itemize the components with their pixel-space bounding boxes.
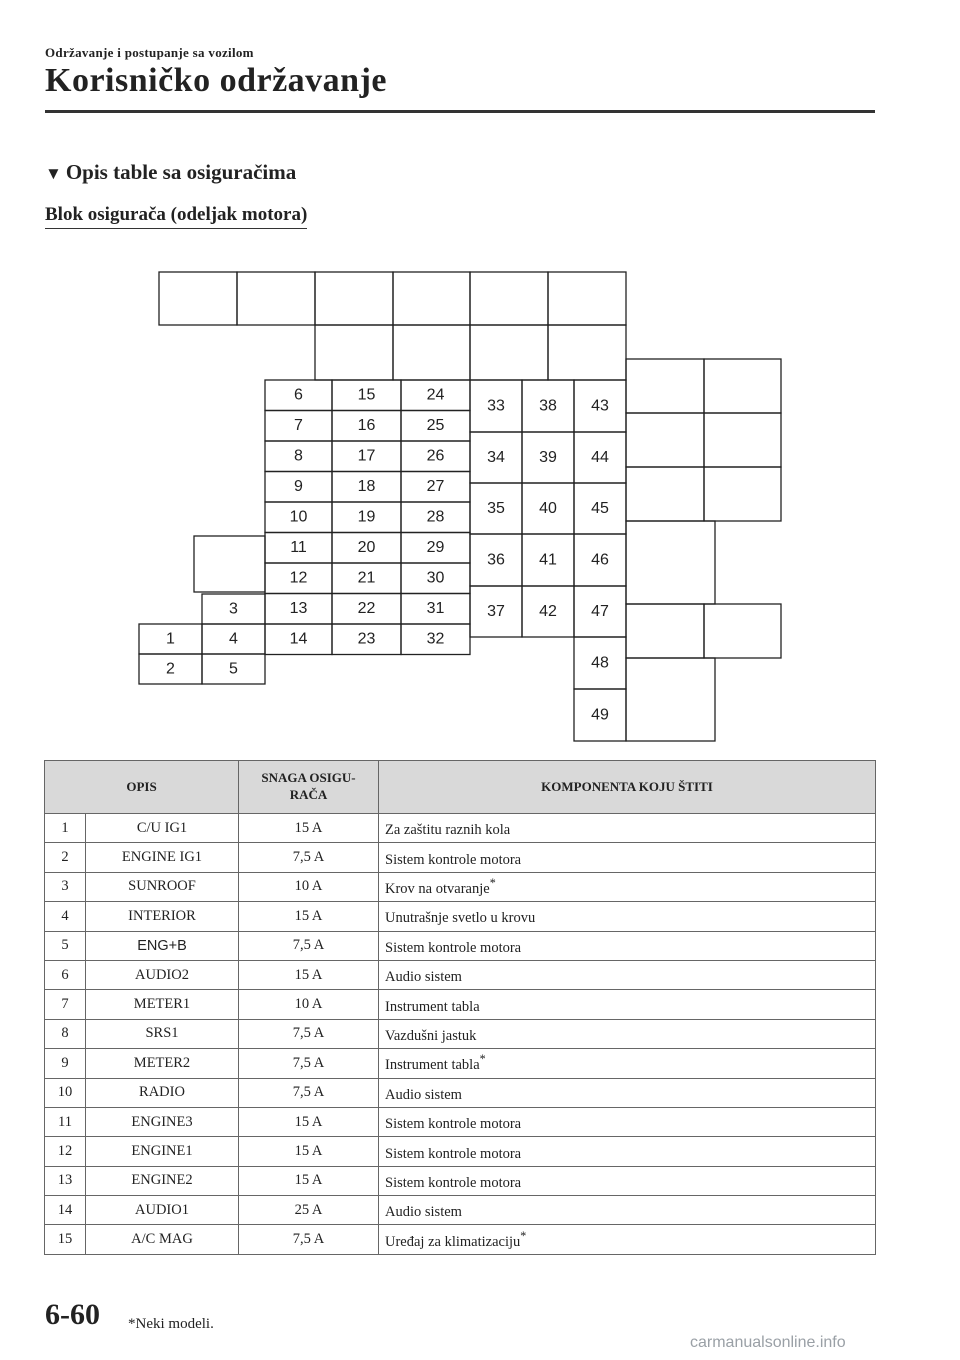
relay-slot (626, 604, 704, 658)
fuse-number: 3 (45, 872, 86, 901)
watermark: carmanualsonline.info (690, 1334, 846, 1351)
protected-component (379, 1078, 876, 1107)
fuse-description: AUDIO2 (86, 960, 239, 989)
fuse-label: 35 (487, 500, 505, 517)
fuse-description: METER1 (86, 990, 239, 1019)
relay-slot (704, 359, 781, 413)
fuse-description: AUDIO1 (86, 1196, 239, 1225)
table-row (45, 1196, 876, 1225)
fuse-label: 33 (487, 397, 505, 415)
fuse-label: 14 (289, 630, 308, 648)
fuse-number: 8 (45, 1019, 86, 1048)
fuse-description: ENGINE1 (86, 1137, 239, 1166)
fuse-amperage: 7,5 A (239, 1049, 379, 1078)
relay-slot (626, 658, 715, 741)
fuse-amperage: 15 A (239, 902, 379, 931)
page-number: 6-60 (45, 1298, 100, 1331)
protected-component (379, 1049, 876, 1078)
fuse-label: 39 (539, 449, 557, 466)
protected-component (379, 990, 876, 1019)
fuse-label: 21 (357, 569, 376, 587)
fuse-table (44, 760, 876, 1255)
protected-component (379, 814, 876, 843)
component-text: Sistem kontrole motora (385, 851, 522, 868)
relay-slot (159, 272, 237, 325)
fuse-label: 42 (539, 603, 557, 620)
relay-slot (548, 325, 626, 380)
protected-component (379, 960, 876, 989)
component-text: Instrument tabla (385, 1057, 480, 1074)
fuse-label: 38 (539, 397, 557, 415)
fuse-label: 37 (487, 603, 505, 620)
section-heading-text: Opis table sa osiguračima (65, 160, 297, 184)
fuse-label: 18 (357, 478, 376, 495)
fuse-label: 48 (591, 654, 609, 672)
fuse-label: 45 (591, 500, 609, 517)
relay-slot (626, 359, 704, 413)
fuse-label: 31 (426, 600, 445, 617)
fuse-amperage: 15 A (239, 814, 379, 843)
table-row (45, 1107, 876, 1136)
fuse-amperage: 25 A (239, 1196, 379, 1225)
fuse-number: 4 (45, 902, 86, 931)
fuse-label: 15 (357, 386, 376, 404)
fuse-label: 13 (289, 600, 308, 617)
relay-slot (470, 272, 548, 325)
fuse-description: ENG+B (86, 931, 239, 960)
fuse-description: METER2 (86, 1049, 239, 1078)
fuse-number: 13 (45, 1166, 86, 1195)
component-text: Za zaštitu raznih kola (385, 822, 511, 839)
relay-slot (194, 536, 265, 592)
fuse-label: 23 (357, 630, 376, 648)
component-text: Sistem kontrole motora (385, 1116, 522, 1133)
fuse-number: 14 (45, 1196, 86, 1225)
column-header-opis: OPIS (45, 761, 239, 814)
component-text: Sistem kontrole motora (385, 1145, 522, 1162)
component-text: Audio sistem (385, 969, 462, 986)
triangle-marker-icon: ▼ (45, 164, 62, 183)
fuse-label: 5 (229, 660, 238, 678)
fuse-label: 9 (294, 478, 303, 495)
protected-component (379, 902, 876, 931)
table-row (45, 1166, 876, 1195)
fuse-description: A/C MAG (86, 1225, 239, 1254)
table-row (45, 1137, 876, 1166)
section-kicker: Održavanje i postupanje sa vozilom (45, 45, 254, 60)
fuse-label: 32 (426, 630, 445, 648)
fuse-label: 28 (426, 508, 445, 526)
component-text: Krov na otvaranje (385, 880, 490, 897)
component-text: Instrument tabla (385, 998, 480, 1015)
component-text: Uređaj za klimatizaciju (385, 1233, 521, 1250)
fuse-label: 16 (357, 417, 376, 434)
fuse-amperage: 7,5 A (239, 843, 379, 872)
protected-component (379, 931, 876, 960)
column-header-amperage: SNAGA OSIGU- RAČA (239, 761, 379, 814)
relay-slot (315, 272, 393, 325)
relay-slot (393, 272, 470, 325)
fuse-label: 22 (357, 600, 376, 617)
relay-slot (626, 467, 704, 521)
component-text: Unutrašnje svetlo u krovu (385, 910, 536, 927)
table-row (45, 931, 876, 960)
fuse-label: 49 (591, 706, 609, 724)
relay-slot (393, 325, 470, 380)
fuse-label: 11 (290, 539, 307, 556)
fuse-amperage: 15 A (239, 1107, 379, 1136)
fuse-description: RADIO (86, 1078, 239, 1107)
protected-component (379, 1107, 876, 1136)
fuse-description: ENGINE IG1 (86, 843, 239, 872)
fuse-label: 10 (289, 508, 308, 526)
fuse-label: 27 (426, 478, 445, 495)
fuse-label: 1 (166, 630, 175, 648)
fuse-amperage: 7,5 A (239, 1019, 379, 1048)
fuse-number: 6 (45, 960, 86, 989)
subsection-heading: Blok osigurača (odeljak motora) (45, 204, 307, 229)
fuse-description: ENGINE3 (86, 1107, 239, 1136)
fuse-label: 44 (591, 449, 609, 466)
fuse-amperage: 7,5 A (239, 1225, 379, 1254)
fuse-amperage: 10 A (239, 872, 379, 901)
table-row (45, 843, 876, 872)
footnote-marker: * (479, 1052, 486, 1067)
fuse-number: 9 (45, 1049, 86, 1078)
relay-slot (237, 272, 315, 325)
footnote: *Neki modeli. (128, 1316, 214, 1332)
table-row (45, 1225, 876, 1254)
fuse-description: INTERIOR (86, 902, 239, 931)
fuse-label: 29 (426, 539, 445, 556)
fuse-amperage: 7,5 A (239, 1078, 379, 1107)
fuse-label: 25 (426, 417, 445, 434)
fuse-label: 7 (294, 417, 303, 434)
fuse-amperage: 15 A (239, 960, 379, 989)
fuse-description: SRS1 (86, 1019, 239, 1048)
fuse-label: 8 (294, 447, 303, 465)
protected-component (379, 1137, 876, 1166)
fuse-label: 19 (357, 508, 376, 526)
fuse-amperage: 15 A (239, 1137, 379, 1166)
fuse-label: 20 (357, 539, 376, 556)
fuse-label: 30 (426, 569, 445, 587)
protected-component (379, 1166, 876, 1195)
relay-slot (704, 413, 781, 467)
fuse-label: 43 (591, 397, 609, 415)
fuse-label: 34 (487, 449, 505, 466)
relay-slot (548, 272, 626, 325)
fuse-number: 2 (45, 843, 86, 872)
relay-slot (470, 325, 548, 380)
fuse-description: ENGINE2 (86, 1166, 239, 1195)
component-text: Sistem kontrole motora (385, 939, 522, 956)
table-row (45, 1078, 876, 1107)
relay-slot (626, 413, 704, 467)
fuse-number: 1 (45, 814, 86, 843)
fuse-label: 6 (294, 386, 303, 404)
table-row (45, 990, 876, 1019)
table-row (45, 814, 876, 843)
page-title: Korisničko održavanje (45, 62, 387, 99)
fuse-label: 12 (289, 569, 308, 587)
fuse-label: 24 (426, 386, 445, 404)
protected-component (379, 843, 876, 872)
fuse-number: 7 (45, 990, 86, 1019)
component-text: Vazdušni jastuk (385, 1027, 477, 1044)
fuse-amperage: 7,5 A (239, 931, 379, 960)
relay-slot (704, 604, 781, 658)
component-text: Audio sistem (385, 1086, 462, 1103)
fuse-label: 47 (591, 603, 609, 620)
column-header-component: KOMPONENTA KOJU ŠTITI (379, 761, 876, 814)
fuse-amperage: 15 A (239, 1166, 379, 1195)
table-row (45, 872, 876, 901)
protected-component (379, 872, 876, 901)
table-row (45, 1019, 876, 1048)
fuse-label: 3 (229, 600, 238, 618)
component-text: Sistem kontrole motora (385, 1174, 522, 1191)
fuse-label: 36 (487, 551, 505, 569)
fuse-description: C/U IG1 (86, 814, 239, 843)
table-row (45, 902, 876, 931)
fuse-number: 5 (45, 931, 86, 960)
fuse-label: 26 (426, 447, 445, 465)
fuse-label: 41 (539, 551, 557, 569)
component-text: Audio sistem (385, 1204, 462, 1221)
fuse-number: 15 (45, 1225, 86, 1254)
protected-component (379, 1225, 876, 1254)
protected-component (379, 1196, 876, 1225)
footnote-marker: * (520, 1228, 527, 1243)
fuse-label: 40 (539, 500, 557, 517)
table-row (45, 960, 876, 989)
fuse-number: 10 (45, 1078, 86, 1107)
table-header-row (45, 761, 876, 814)
fuse-amperage: 10 A (239, 990, 379, 1019)
footnote-marker: * (489, 876, 496, 891)
fuse-description: SUNROOF (86, 872, 239, 901)
fuse-label: 2 (166, 660, 175, 678)
relay-slot (704, 467, 781, 521)
relay-slot (315, 325, 393, 380)
fuse-label: 17 (357, 447, 376, 465)
protected-component (379, 1019, 876, 1048)
relay-slot (626, 521, 715, 604)
table-row (45, 1049, 876, 1078)
fuse-label: 46 (591, 551, 609, 569)
fuse-number: 12 (45, 1137, 86, 1166)
fuse-label: 4 (229, 630, 238, 648)
fuse-number: 11 (45, 1107, 86, 1136)
